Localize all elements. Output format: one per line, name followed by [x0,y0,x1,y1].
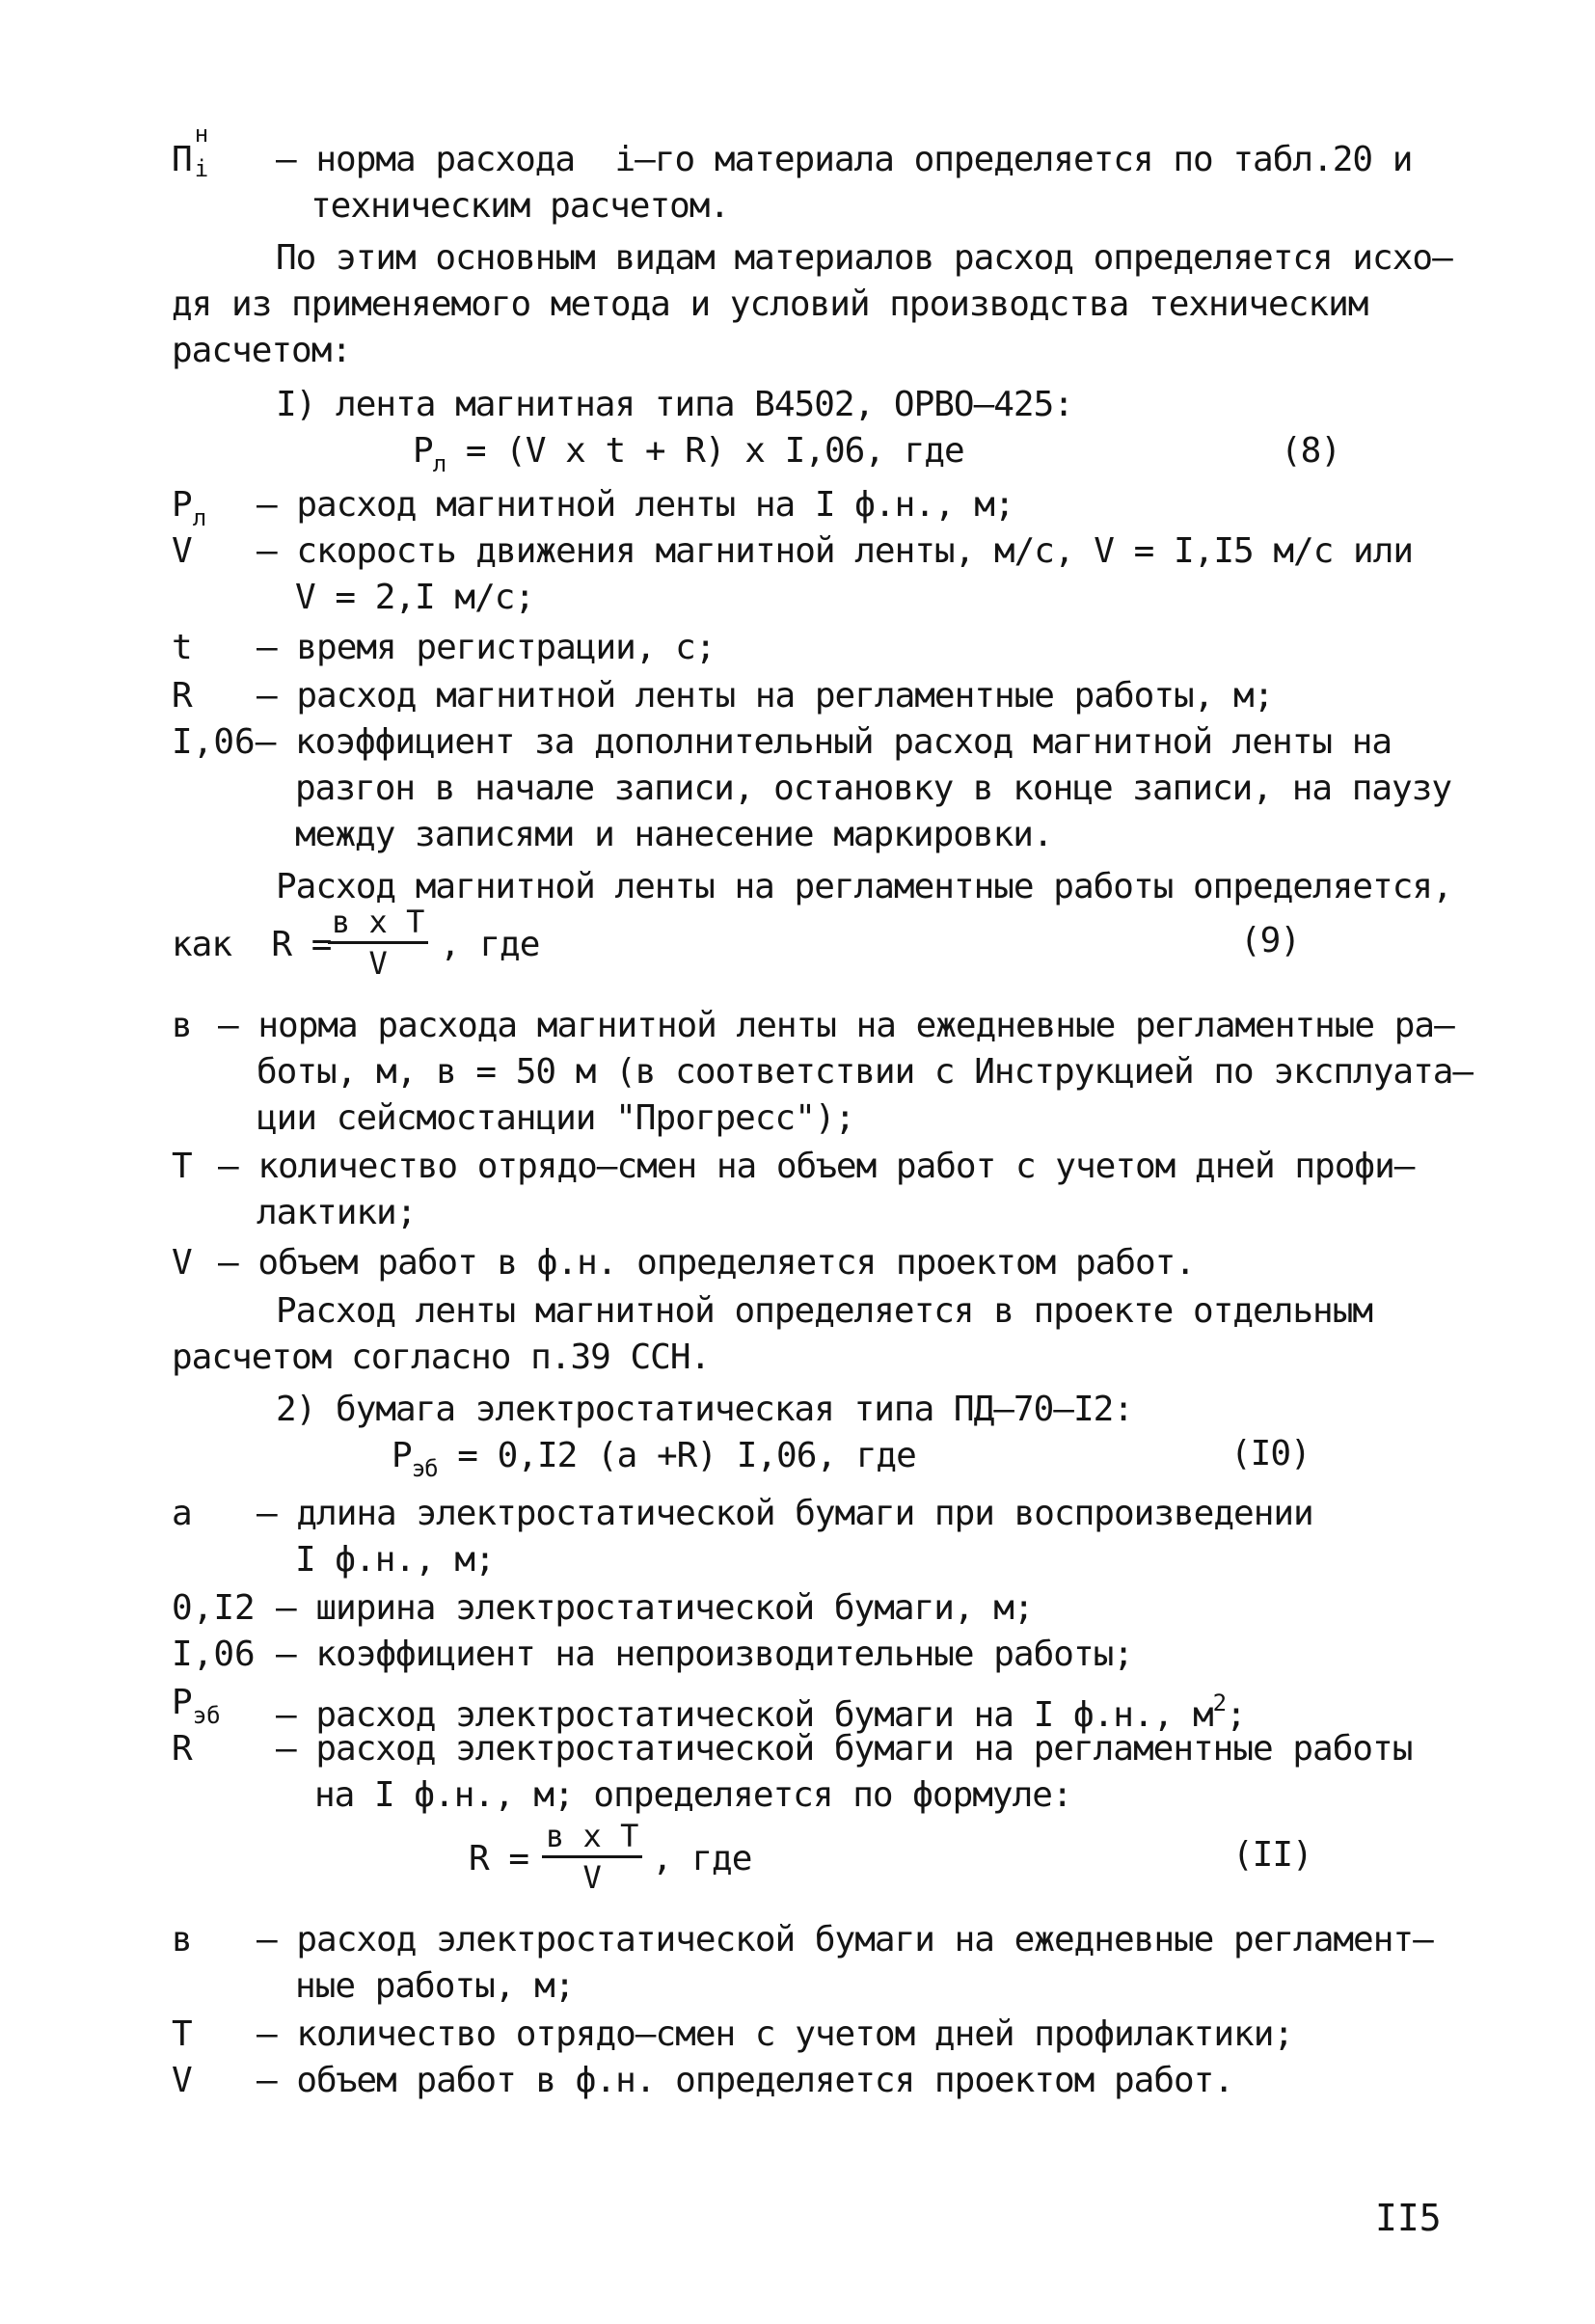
page-number: II5 [1375,2197,1442,2239]
text-line: I) лента магнитная типа В4502, ОРВО–425: [276,385,1073,424]
text-line: – расход электростатической бумаги на ежедневные регламент– [257,1920,1433,1959]
symbol: R [172,1729,193,1769]
formula-number: (9) [1240,921,1301,960]
symbol: 0,I2 [172,1588,256,1628]
symbol: V [172,1243,193,1283]
text-line: лактики; [257,1193,417,1232]
text-line: – норма расхода i–го материала определяется по табл.20 и [276,140,1413,179]
fraction: в х Т V [542,1817,642,1897]
symbol: а [172,1494,193,1533]
text-line: техническим расчетом. [311,186,730,226]
text-line: – ширина электростатической бумаги, м; [276,1588,1034,1628]
text-line: коэффициент за дополнительный расход магнитной ленты на [295,722,1392,762]
text-line: Расход магнитной ленты на регламентные работы определяется, [276,867,1452,906]
symbol: $Р_{эб}$ [172,1683,221,1729]
text-line: – скорость движения магнитной ленты, м/с, V = I,I5 м/с или [257,531,1414,571]
text-line: дя из применяемого метода и условий производства техническим [172,284,1368,324]
text-line: на I ф.н., м; определяется по формуле: [314,1775,1072,1815]
formula-8: $Р_л = (V$ х t + R) х I,06, где [413,431,964,477]
text-line: ции сейсмостанции "Прогресс"); [257,1098,855,1138]
text-line: – расход электростатической бумаги на I ф.н., $м^2$; [276,1689,1246,1735]
fraction: в х Т V [328,903,428,983]
symbol: Т [172,1147,193,1186]
text-line: , где [652,1839,752,1878]
text-line: – коэффициент на непроизводительные работы; [276,1635,1133,1674]
symbol: I,06 [172,1635,256,1674]
text-line: расчетом: [172,331,352,370]
text-line: V = 2,I м/с; [295,578,535,617]
text-line: – расход магнитной ленты на I ф.н., м; [257,485,1014,525]
text-line: разгон в начале записи, остановку в конце записи, на паузу [295,769,1452,808]
symbol-norm: П н i [172,121,209,182]
symbol: Т [172,2014,193,2054]
symbol: V [172,2061,193,2100]
symbol: в [172,1006,193,1045]
text-line: – количество отрядо–смен на объем работ с учетом дней профи– [218,1147,1415,1186]
formula-number: (II) [1232,1835,1312,1875]
formula-9-lhs: как R = [172,925,332,964]
text-line: – объем работ в ф.н. определяется проектом работ. [218,1243,1196,1283]
text-line: I ф.н., м; [295,1540,495,1580]
symbol: t [172,628,193,667]
text-line: 2) бумага электростатическая типа ПД–70–I2: [276,1390,1133,1429]
text-line: , где [440,925,540,964]
symbol: R [172,676,193,716]
symbol: $Р_л$ [172,485,207,531]
text-line: расчетом согласно п.39 ССН. [172,1338,711,1377]
formula-number: (8) [1281,431,1341,471]
formula-number: (I0) [1230,1434,1311,1473]
symbol: I,06– [172,722,277,762]
text-line: Расход ленты магнитной определяется в проекте отдельным [276,1291,1373,1331]
text-line: – длина электростатической бумаги при воспроизведении [257,1494,1313,1533]
text-line: – объем работ в ф.н. определяется проектом работ. [257,2061,1234,2100]
text-line: По этим основным видам материалов расход определяется исхо– [276,238,1452,278]
text-line: – расход магнитной ленты на регламентные работы, м; [257,676,1274,716]
text-line: – норма расхода магнитной ленты на ежедневные регламентные ра– [218,1006,1454,1045]
symbol: V [172,531,193,571]
text-line: боты, м, в = 50 м (в соответствии с Инструкцией по эксплуата– [257,1052,1473,1092]
formula-11-lhs: R = [469,1839,529,1878]
formula-10: $Р_{эб} = 0,I2$ (a +R) I,06, где [392,1436,916,1482]
text-line: – расход электростатической бумаги на регламентные работы [276,1729,1413,1769]
symbol: в [172,1920,193,1959]
text-line: – время регистрации, с; [257,628,716,667]
text-line: ные работы, м; [295,1966,575,2006]
text-line: – количество отрядо–смен с учетом дней профилактики; [257,2014,1294,2054]
text-line: между записями и нанесение маркировки. [295,815,1053,854]
